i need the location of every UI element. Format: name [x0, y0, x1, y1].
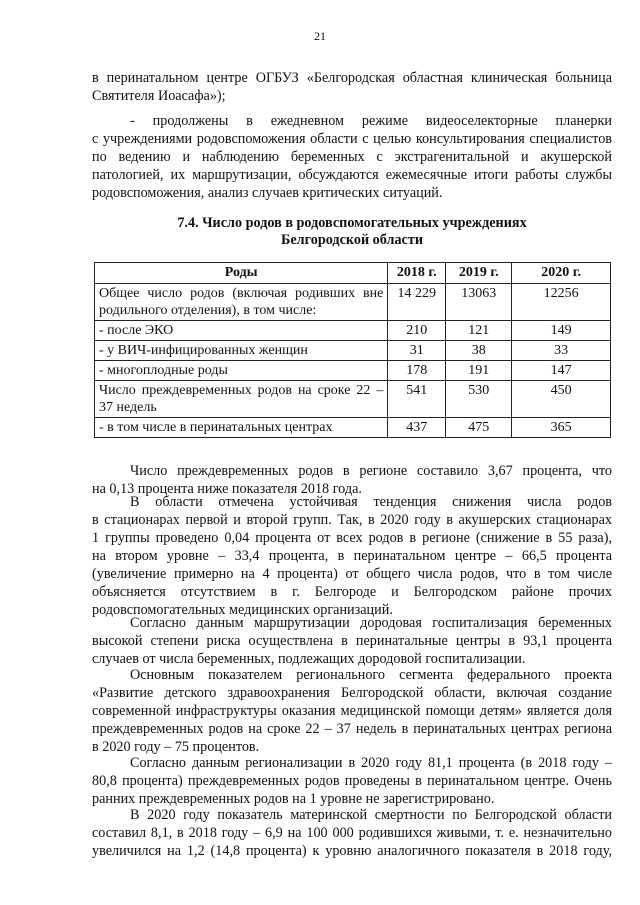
- cell-2020: 147: [512, 361, 611, 381]
- births-table: [94, 262, 611, 438]
- cell-2018: 14 229: [388, 284, 446, 321]
- cell-2018: 31: [388, 341, 446, 361]
- text-line: 1 группы проведено 0,04 процента от всех родов в регионе (снижение в 55 раза),: [92, 530, 612, 546]
- cell-2020: 365: [512, 418, 611, 438]
- text-line: Согласно данным регионализации в 2020 году 81,1 процента (в 2018 году –: [130, 755, 612, 771]
- text-line: на 0,13 процента ниже показателя 2018 года.: [92, 481, 362, 497]
- cell-2019: 475: [446, 418, 512, 438]
- text-line: патологией, их маршрутизации, обсуждаются ежемесячные итоги работы службы: [92, 167, 612, 183]
- paragraph-hospital-groups: [92, 493, 612, 619]
- cell-2020: 33: [512, 341, 611, 361]
- column-header: 2019 г.: [446, 263, 512, 284]
- text-line: объясняется отсутствием в г. Белгороде и Белгородском районе прочих: [92, 584, 612, 600]
- text-line: «Развитие детского здравоохранения Белгородской области, включая создание: [92, 685, 612, 701]
- text-line: родовспомогательных медицинских организаций.: [92, 602, 393, 618]
- row-label: - у ВИЧ-инфицированных женщин: [95, 341, 388, 361]
- table-row: [95, 418, 611, 438]
- cell-2018: 437: [388, 418, 446, 438]
- row-label: Число преждевременных родов на сроке 22 – 37 недель: [95, 381, 388, 418]
- text-line: Согласно данным маршрутизации дородовая госпитализация беременных: [130, 615, 612, 631]
- cell-2020: 450: [512, 381, 611, 418]
- paragraph-maternal-mortality: [92, 806, 612, 860]
- cell-2018: 541: [388, 381, 446, 418]
- text-line: увеличился на 1,2 (14,8 процента) к уровню аналогичного показателя в 2018 году,: [92, 843, 612, 859]
- row-label: - в том числе в перинатальных центрах: [95, 418, 388, 438]
- row-label: - многоплодные роды: [95, 361, 388, 381]
- row-label: - после ЭКО: [95, 321, 388, 341]
- section-title: [92, 215, 612, 249]
- cell-2018: 178: [388, 361, 446, 381]
- column-header: Роды: [95, 263, 388, 284]
- text-line: в перинатальном центре ОГБУЗ «Белгородская областная клиническая больница: [92, 70, 612, 86]
- text-line: по ведению и наблюдению беременных с экстрагенитальной и акушерской: [92, 149, 612, 165]
- table-header-row: [95, 263, 611, 284]
- table-row: [95, 284, 611, 321]
- section-title-line: 7.4. Число родов в родовспомогательных учреждениях: [177, 215, 527, 231]
- text-line: Святителя Иоасафа»);: [92, 88, 226, 104]
- text-line: составил 8,1, в 2018 году – 6,9 на 100 000 родившихся живыми, т. е. незначительно: [92, 825, 612, 841]
- text-line: ранних преждевременных родов на 1 уровне не зарегистрировано.: [92, 791, 495, 807]
- text-line: 80,8 процента) преждевременных родов проведены в перинатальном центре. Очень: [92, 773, 612, 789]
- text-line: родовспоможения, анализ случаев критических ситуаций.: [92, 185, 443, 201]
- cell-2019: 121: [446, 321, 512, 341]
- table-row: [95, 381, 611, 418]
- text-line: случаев от числа беременных, подлежащих дородовой госпитализации.: [92, 651, 526, 667]
- text-line: Основным показателем регионального сегмента федерального проекта: [130, 667, 612, 683]
- bullet-paragraph: [92, 112, 612, 202]
- text-line: В области отмечена устойчивая тенденция снижения числа родов: [130, 494, 612, 510]
- text-line: (увеличение примерно на 4 процента) от общего числа родов, что в том числе: [92, 566, 612, 582]
- row-label: Общее число родов (включая родивших вне родильного отделения), в том числе:: [95, 284, 388, 321]
- table-row: [95, 361, 611, 381]
- paragraph-regionalization: [92, 754, 612, 808]
- section-title-line: Белгородской области: [281, 232, 423, 248]
- cell-2019: 191: [446, 361, 512, 381]
- text-line: В 2020 году показатель материнской смертности по Белгородской области: [130, 807, 612, 823]
- intro-paragraph: [92, 69, 612, 105]
- cell-2020: 149: [512, 321, 611, 341]
- text-line: Число преждевременных родов в регионе составило 3,67 процента, что: [130, 463, 612, 479]
- text-line: высокой степени риска осуществлена в перинатальные центры в 93,1 процента: [92, 633, 612, 649]
- page-number: 21: [314, 29, 326, 43]
- text-line: преждевременных родов на сроке 22 – 37 недель в перинатальных центрах региона: [92, 721, 612, 737]
- text-line: в 2020 году – 75 процентов.: [92, 739, 260, 755]
- table-row: [95, 341, 611, 361]
- paragraph-routing: [92, 614, 612, 668]
- text-line: современной инфраструктуры оказания медицинской помощи детям» является доля: [92, 703, 612, 719]
- text-line: в стационарах первой и второй групп. Так, в 2020 году в акушерских стационарах: [92, 512, 612, 528]
- column-header: 2018 г.: [388, 263, 446, 284]
- column-header: 2020 г.: [512, 263, 611, 284]
- cell-2019: 530: [446, 381, 512, 418]
- cell-2019: 13063: [446, 284, 512, 321]
- cell-2019: 38: [446, 341, 512, 361]
- text-line: - продолжены в ежедневном режиме видеоселекторные планерки: [130, 113, 612, 129]
- paragraph-federal-project: [92, 666, 612, 756]
- text-line: с учреждениями родовспоможения области с целью консультирования специалистов: [92, 131, 612, 147]
- cell-2020: 12256: [512, 284, 611, 321]
- table-row: [95, 321, 611, 341]
- text-line: на втором уровне – 33,4 процента, в перинатальном центре – 66,5 процента: [92, 548, 612, 564]
- cell-2018: 210: [388, 321, 446, 341]
